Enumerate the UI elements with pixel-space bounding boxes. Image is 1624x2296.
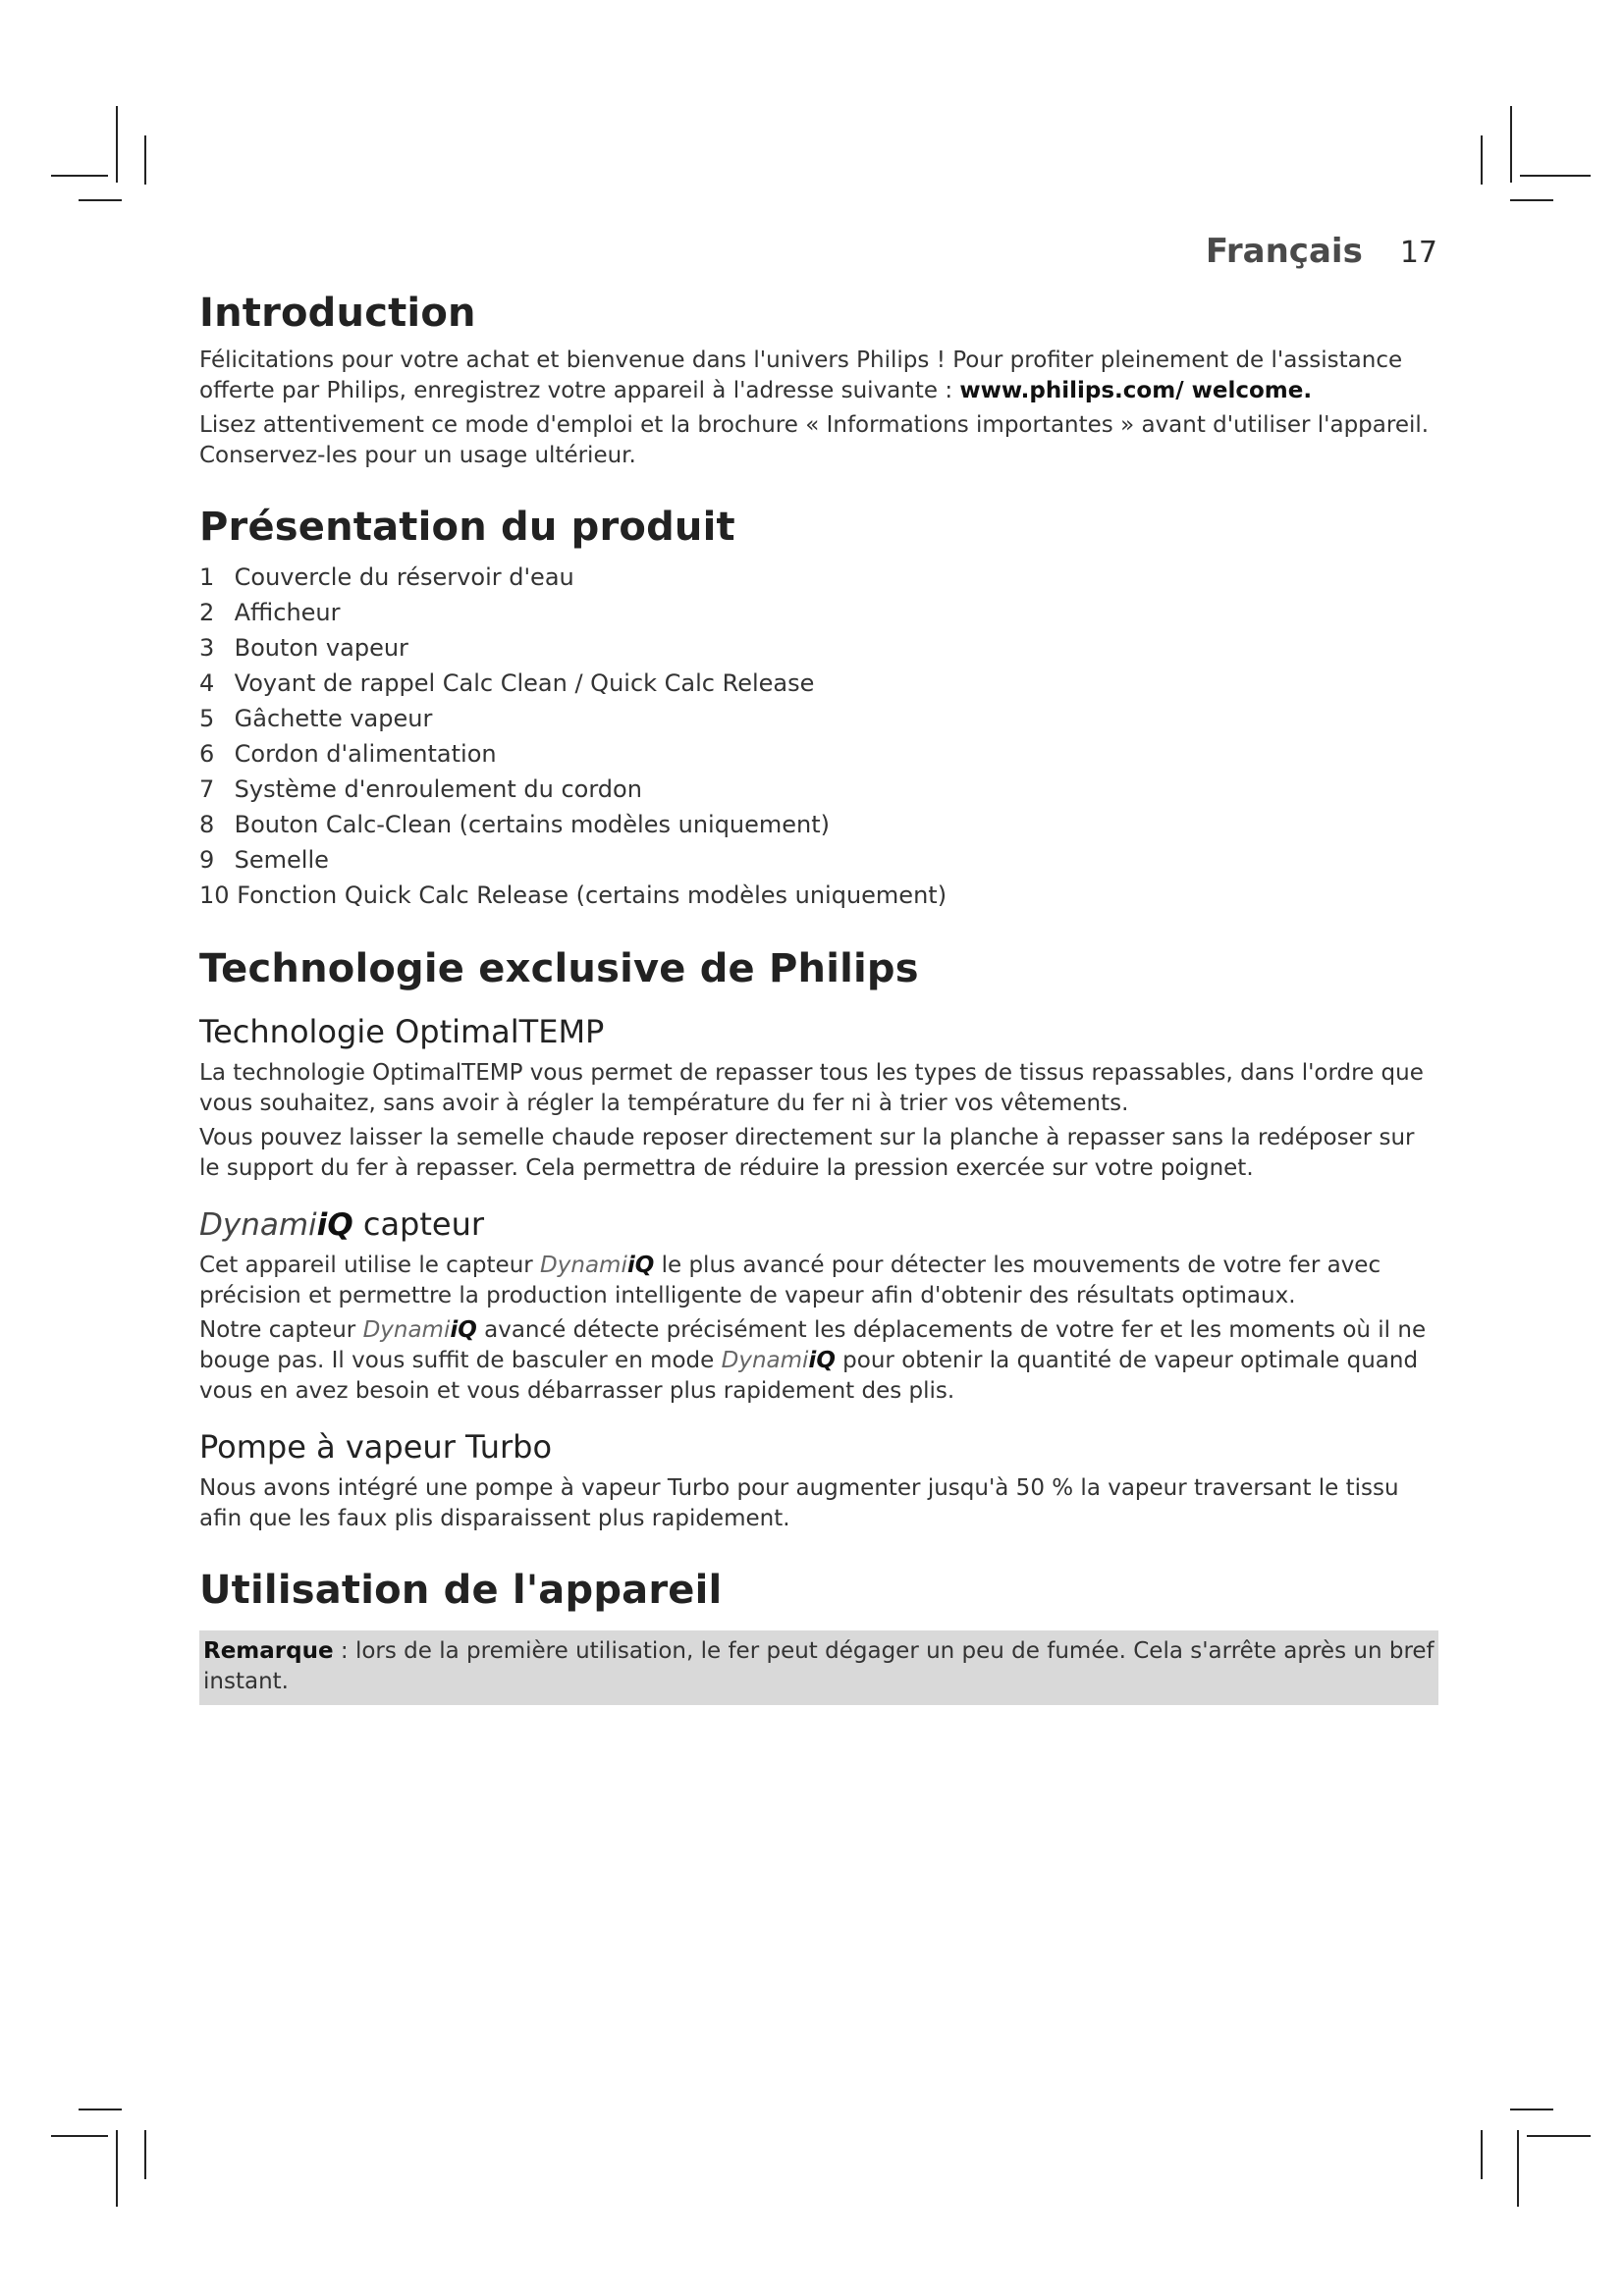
list-item: 10 Fonction Quick Calc Release (certains modèles uniquement) [199,881,947,909]
dynamiq-logo-inline: DynamiiQ [721,1348,836,1373]
dynamiq-paragraph-2: Notre capteur DynamiiQ avancé détecte précisément les déplacements de votre fer et les moments où il ne bouge pas. Il vous suffit de basculer en mode DynamiiQ pour obtenir la quantité de vapeur optimale quand vous en avez besoin et vous débarrasser plus rapidement des plis. [199,1317,1427,1404]
introduction-paragraph-2: Lisez attentivement ce mode d'emploi et la brochure « Informations importantes » avant d'utiliser l'appareil. Conservez-les pour un usage ultérieur. [199,412,1430,468]
turbo-title: Pompe à vapeur Turbo [199,1428,553,1466]
introduction-section [199,291,1438,471]
page-number: 17 [1399,236,1437,270]
introduction-text: Félicitations pour votre achat et bienvenue dans l'univers Philips ! Pour profiter pleinement de l'assistance offerte par Philips, enregistrez votre appareil à l'adresse suivante : [199,347,1403,403]
document-content [199,291,1438,1738]
list-item: 7 Système d'enroulement du cordon [199,775,642,803]
dynamiq-title: DynamiiQ capteur [199,1205,485,1243]
list-item: 1 Couvercle du réservoir d'eau [199,563,574,591]
list-item: 3 Bouton vapeur [199,634,408,662]
turbo-subsection [199,1428,1438,1534]
note-label: Remarque [203,1638,334,1664]
dynamiq-logo-inline: DynamiiQ [540,1253,655,1278]
page-header [1206,232,1437,271]
language-label: Français [1205,232,1363,271]
optimaltemp-paragraph-1: La technologie OptimalTEMP vous permet de repasser tous les types de tissus repassables, dans l'ordre que vous souhaitez, sans avoir à régler la température du fer ni à trier vos vêtements. [199,1060,1424,1116]
technology-section [199,946,1438,1534]
technology-title: Technologie exclusive de Philips [199,946,919,991]
dynamiq-subsection [199,1205,1438,1407]
dynamiq-logo: DynamiiQ [199,1207,353,1243]
dynamiq-paragraph-1: Cet appareil utilise le capteur DynamiiQ le plus avancé pour détecter les mouvements de votre fer avec précision et permettre la production intelligente de vapeur afin d'obtenir des résultats optimaux. [199,1253,1381,1308]
turbo-paragraph: Nous avons intégré une pompe à vapeur Turbo pour augmenter jusqu'à 50 % la vapeur traversant le tissu afin que les faux plis disparaissent plus rapidement. [199,1475,1399,1531]
note-text: : lors de la première utilisation, le fer peut dégager un peu de fumée. Cela s'arrête après un bref instant. [203,1638,1435,1694]
list-item: 4 Voyant de rappel Calc Clean / Quick Calc Release [199,669,815,697]
note-box [199,1630,1438,1705]
introduction-title: Introduction [199,291,476,336]
optimaltemp-subsection [199,1013,1438,1184]
presentation-title: Présentation du produit [199,505,735,550]
optimaltemp-paragraph-2: Vous pouvez laisser la semelle chaude reposer directement sur la planche à repasser sans la redéposer sur le support du fer à repasser. Cela permettra de réduire la pression exercée sur votre poignet. [199,1125,1415,1181]
product-parts-list [199,560,1438,913]
list-item: 2 Afficheur [199,599,341,626]
list-item: 5 Gâchette vapeur [199,705,433,732]
registration-link[interactable]: www.philips.com/ welcome. [959,378,1313,403]
usage-section [199,1568,1438,1705]
introduction-paragraph-1 [199,346,1438,406]
list-item: 8 Bouton Calc-Clean (certains modèles uniquement) [199,811,831,838]
presentation-section [199,505,1438,913]
usage-title: Utilisation de l'appareil [199,1568,723,1613]
dynamiq-logo-inline: DynamiiQ [362,1317,477,1343]
list-item: 6 Cordon d'alimentation [199,740,497,768]
optimaltemp-title: Technologie OptimalTEMP [199,1013,605,1050]
list-item: 9 Semelle [199,846,329,874]
